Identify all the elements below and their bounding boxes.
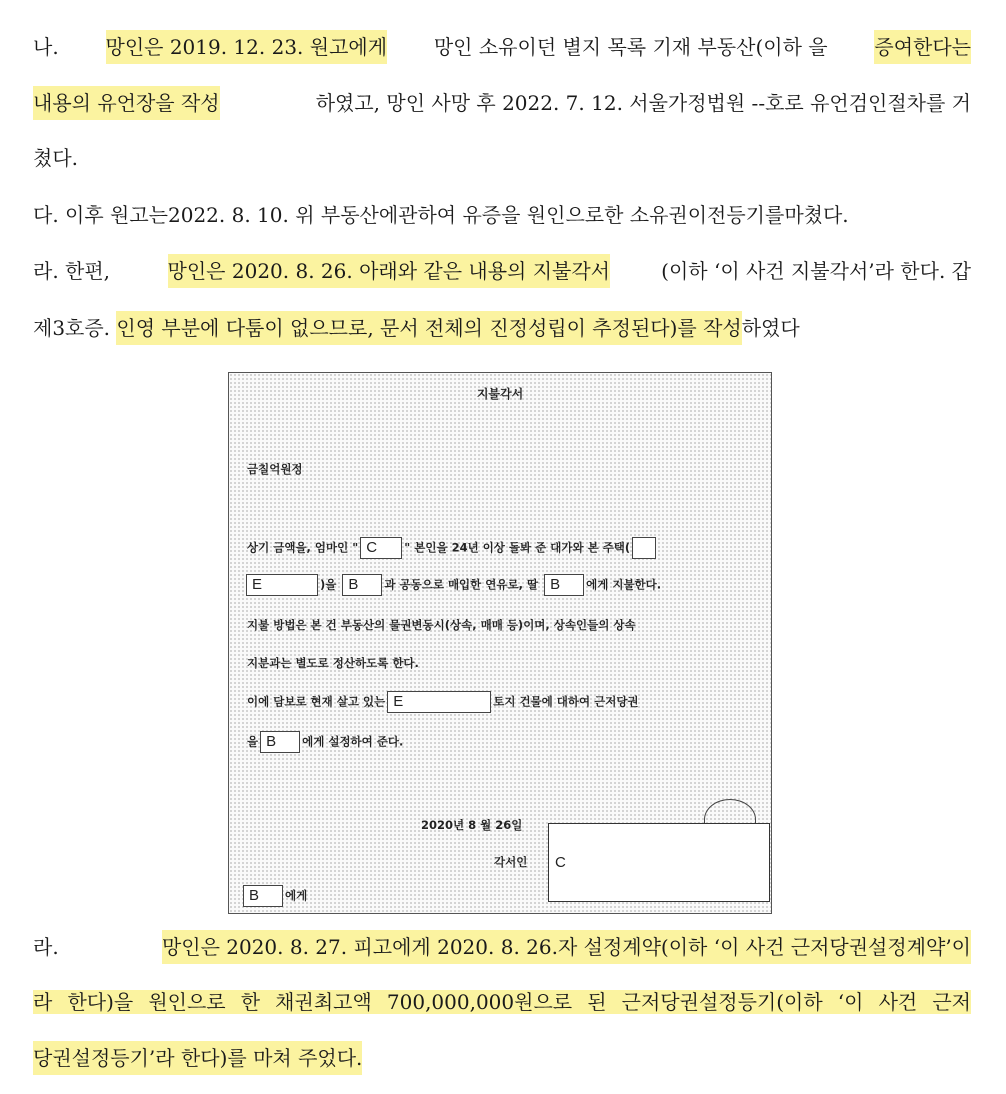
signer-redacted-box — [548, 823, 770, 902]
text-line — [33, 1041, 971, 1075]
signer-label: 각서인 — [494, 855, 528, 869]
scan-line-2 — [244, 574, 661, 596]
scan-line-5 — [247, 691, 639, 713]
text-segment: (이하 ‘이 사건 지불각서’라 한다. 갑 — [661, 259, 971, 283]
text-segment: 라. 한편, — [33, 259, 117, 283]
scan-line-3: 지불 방법은 본 건 부동산의 물권변동시(상속, 매매 등)이며, 상속인들의 상속 — [247, 618, 636, 632]
scan-amount: 금칠억원정 — [247, 462, 303, 476]
signer-name: C — [555, 854, 566, 871]
text-line — [33, 254, 971, 288]
text-line — [33, 86, 971, 120]
text-segment: 쳤다. — [33, 146, 78, 170]
redacted-box: E — [246, 574, 318, 596]
scan-text: 토지 건물에 대하여 근저당권 — [493, 694, 639, 709]
scan-text: " 본인을 24년 이상 돌봐 준 대가와 본 주택( — [404, 540, 631, 555]
text-line — [33, 30, 971, 64]
text-segment: 하였다 — [741, 316, 800, 340]
scan-text: 상기 금액을, 엄마인 " — [247, 540, 359, 555]
redacted-box: B — [243, 885, 283, 907]
highlighted-text: 인영 부분에 다툼이 없으므로, 문서 전체의 진정성립이 추정된다)를 작성 — [116, 311, 741, 345]
highlighted-text: 망인은 2019. 12. 23. 원고에게 — [106, 30, 388, 64]
text-segment: 하였고, 망인 사망 후 2022. 7. 12. 서울가정법원 --호로 유언검인절차를 거 — [315, 91, 971, 115]
scan-text: )을 — [320, 577, 337, 592]
redacted-box: B — [260, 731, 300, 753]
scan-line-4: 지분과는 별도로 정산하도록 한다. — [247, 656, 419, 670]
text-line — [33, 930, 971, 964]
redacted-box: B — [342, 574, 382, 596]
scan-text: 에게 지불한다. — [586, 577, 662, 592]
highlighted-text: 망인은 2020. 8. 26. 아래와 같은 내용의 지불각서 — [168, 254, 610, 288]
text-segment: 라. — [33, 935, 66, 959]
redacted-box: E — [387, 691, 491, 713]
text-segment: 망인 소유이던 별지 목록 기재 부동산(이하 을 — [427, 35, 834, 59]
text-line — [33, 198, 971, 232]
highlighted-text: 망인은 2020. 8. 27. 피고에게 2020. 8. 26.자 설정계약(이하 ‘이 사건 근저당권설정계약’이 — [162, 930, 971, 964]
text-line — [33, 141, 971, 175]
text-line — [33, 985, 971, 1019]
redacted-box — [632, 537, 656, 559]
redacted-box: B — [544, 574, 584, 596]
highlighted-text: 증여한다는 — [874, 30, 971, 64]
scan-date: 2020년 8 월 26일 — [421, 818, 523, 832]
scan-text: 을 — [247, 734, 259, 749]
scan-recipient — [241, 885, 307, 907]
scan-text: 에게 — [285, 888, 308, 903]
highlighted-text: 내용의 유언장을 작성 — [33, 86, 220, 120]
scan-title: 지불각서 — [476, 387, 524, 401]
text-line — [33, 311, 971, 345]
text-segment: 다. 이후 원고는2022. 8. 10. 위 부동산에관하여 유증을 원인으로한 소유권이전등기를마쳤다. — [33, 203, 849, 227]
text-segment: 나. — [33, 35, 66, 59]
scan-text: 과 공동으로 매입한 연유로, 딸 — [384, 577, 539, 592]
text-segment: 제3호증. — [33, 316, 117, 340]
redacted-box: C — [360, 537, 402, 559]
highlighted-text: 당권설정등기’라 한다)를 마쳐 주었다. — [33, 1041, 362, 1075]
payment-memorandum-scan — [228, 372, 772, 914]
scan-text: 에게 설정하여 준다. — [302, 734, 404, 749]
scan-text: 이에 담보로 현재 살고 있는 — [247, 694, 386, 709]
scan-line-1 — [247, 537, 658, 559]
scan-line-6 — [247, 731, 403, 753]
highlighted-text: 라 한다)을 원인으로 한 채권최고액 700,000,000원으로 된 근저당권설정등기(이하 ‘이 사건 근저 — [33, 990, 971, 1014]
